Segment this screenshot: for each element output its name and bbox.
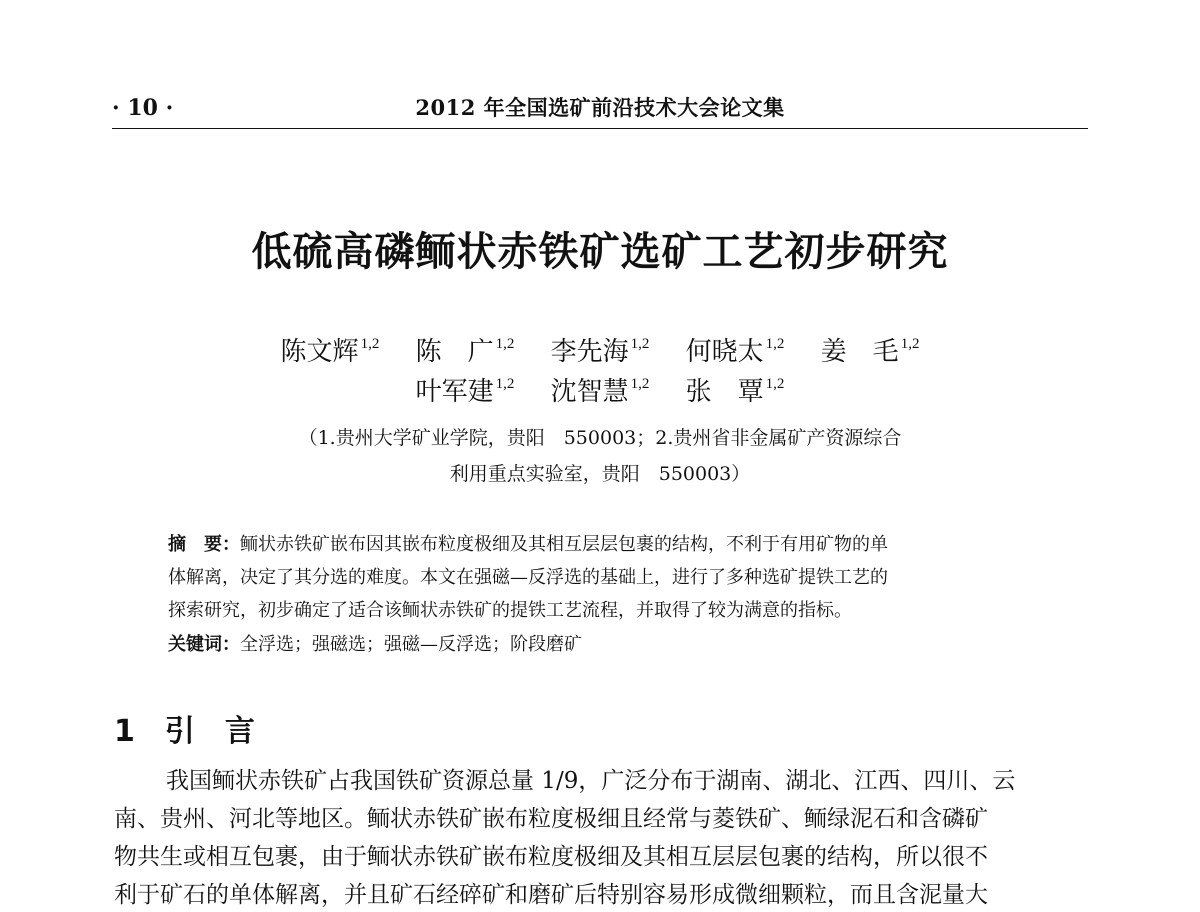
keywords-label: 关键词：: [168, 634, 240, 655]
author: 张 覃 $^{1,2}$: [685, 376, 785, 407]
abstract-label: 摘 要：: [168, 534, 240, 555]
body-line: 物共生或相互包裹，由于鲕状赤铁矿嵌布粒度极细及其相互层层包裹的结构，所以很不: [114, 844, 988, 870]
running-title: 2012 年全国选矿前沿技术大会论文集: [415, 95, 785, 120]
body-line: 南、贵州、河北等地区。鲕状赤铁矿嵌布粒度极细且经常与菱铁矿、鲕绿泥石和含磷矿: [114, 806, 988, 832]
author: 姜 毛 $^{1,2}$: [820, 336, 920, 367]
section-number: 1: [114, 714, 135, 749]
body-line: 利于矿石的单体解离，并且矿石经碎矿和磨矿后特别容易形成微细颗粒，而且含泥量大: [114, 882, 988, 908]
body-line: 我国鲕状赤铁矿占我国铁矿资源总量 1/9，广泛分布于湖南、湖北、江西、四川、云: [166, 768, 1016, 794]
keywords: [168, 630, 1048, 660]
abstract-text: 鲕状赤铁矿嵌布因其嵌布粒度极细及其相互层层包裹的结构，不利于有用矿物的单: [240, 534, 888, 555]
running-header: [112, 94, 1088, 126]
author: 李先海 $^{1,2}$: [550, 336, 650, 367]
abstract-line-3: 探索研究，初步确定了适合该鲕状赤铁矿的提铁工艺流程，并取得了较为满意的指标。: [168, 600, 852, 621]
paper-title: 低硫高磷鲕状赤铁矿选矿工艺初步研究: [251, 228, 949, 275]
affiliation-line-1: （1.贵州大学矿业学院，贵阳 550003；2.贵州省非金属矿产资源综合: [298, 427, 902, 449]
keywords-text: 全浮选；强磁选；强磁—反浮选；阶段磨矿: [240, 634, 582, 655]
author-line-1: [0, 326, 1200, 370]
author-line-2: [0, 366, 1200, 410]
author: 陈 广 $^{1,2}$: [415, 336, 515, 367]
author: 何晓太 $^{1,2}$: [685, 336, 785, 367]
affiliation-line-2: 利用重点实验室，贵阳 550003）: [449, 463, 751, 485]
section-heading: [114, 712, 255, 752]
abstract-line-1: [168, 530, 1048, 560]
section-title: 引 言: [164, 714, 255, 749]
author: 沈智慧 $^{1,2}$: [550, 376, 650, 407]
abstract-line-2: 体解离，决定了其分选的难度。本文在强磁—反浮选的基础上，进行了多种选矿提铁工艺的: [168, 567, 888, 588]
page-number: · 10 ·: [112, 95, 174, 121]
author: 叶军建 $^{1,2}$: [415, 376, 515, 407]
author: 陈文辉 $^{1,2}$: [280, 336, 380, 367]
header-rule: [112, 128, 1088, 129]
